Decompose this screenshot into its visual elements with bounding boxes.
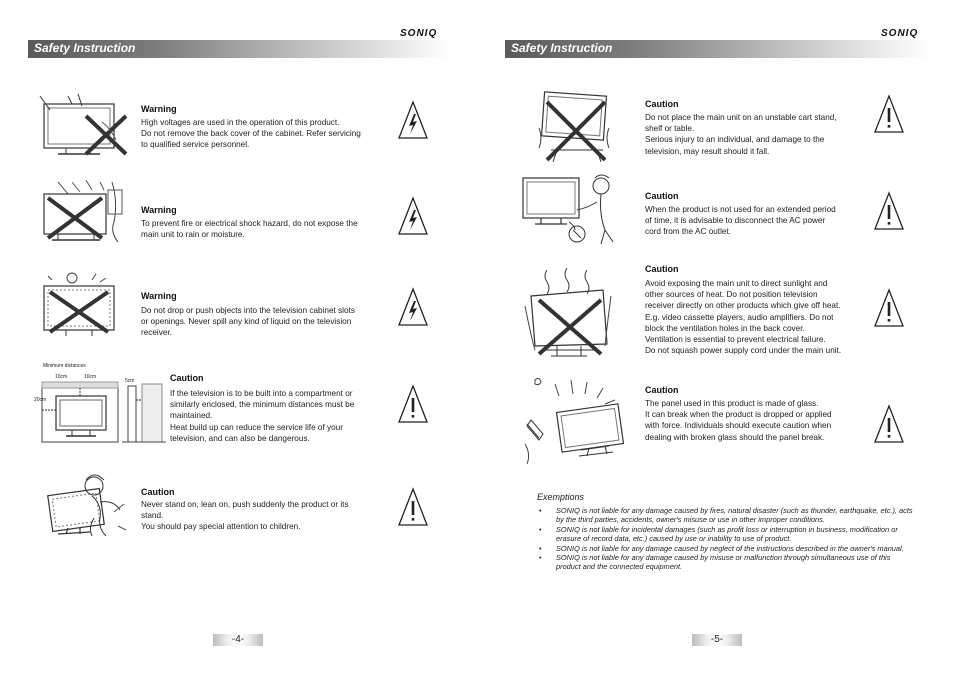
section-heading: Caution <box>645 99 679 109</box>
exclamation-icon <box>397 487 429 527</box>
section-heading: Caution <box>645 385 679 395</box>
broken-glass-illustration <box>521 374 631 466</box>
section-body: Do not place the main unit on an unstable cart stand, shelf or table. Serious injury to an individual, and damage to the television, may result should it fall. <box>645 113 837 156</box>
bullet-icon: • <box>539 506 542 515</box>
section-heading: Warning <box>141 104 177 114</box>
exemption-item <box>537 506 917 525</box>
bullet-icon: • <box>539 553 542 563</box>
objects-liquid-illustration <box>38 270 130 340</box>
child-climbing-illustration <box>44 472 134 542</box>
brand-logo: SONIQ <box>400 28 438 39</box>
header-title: Safety Instruction <box>511 41 613 55</box>
header-bar <box>28 40 450 58</box>
section-heading: Caution <box>645 264 679 274</box>
unstable-cart-illustration <box>537 88 617 164</box>
diagram-label-top2: 10cm <box>84 374 97 380</box>
lightning-icon <box>397 196 429 236</box>
header-bar <box>505 40 929 58</box>
section-heading: Caution <box>170 373 204 383</box>
bullet-icon: • <box>539 524 542 534</box>
minimum-distances-diagram <box>38 380 168 444</box>
page-number: -5- <box>692 634 742 646</box>
lightning-icon <box>397 100 429 140</box>
section-heading: Caution <box>141 487 175 497</box>
section-heading: Warning <box>141 291 177 301</box>
section-body: High voltages are used in the operation of this product. Do not remove the back cover of the cabinet. Refer servicing to qualified service personnel. <box>141 118 361 150</box>
exemption-text: SONIQ is not liable for any damage caused by fires, natural disaster (such as thunder, earthquake, etc.), acts by the third parties, accidents, owner's misuse or use in other improper conditions. <box>556 506 913 525</box>
section-body: Never stand on, lean on, push suddenly the product or its stand. You should pay special attention to children. <box>141 500 349 532</box>
section-body: The panel used in this product is made of glass. It can break when the product is dropped or applied with force. Individuals should execute caution when dealing with broken glass should the panel break. <box>645 399 832 442</box>
lightning-icon <box>397 287 429 327</box>
diagram-label-left: 20cm <box>34 397 47 403</box>
exclamation-icon <box>873 94 905 134</box>
heat-sunlight-illustration <box>521 266 621 360</box>
exemption-text: SONIQ is not liable for incidental damages (such as profit loss or interruption in business, modification or erasure of record data, etc.) caused by use or inability to use of product. <box>556 524 898 544</box>
exemptions-title: Exemptions <box>537 492 585 502</box>
exemption-text: SONIQ is not liable for any damage caused by misuse or malfunction through simultaneous use of this product and the connected equipment. <box>556 553 891 572</box>
exclamation-icon <box>873 404 905 444</box>
exclamation-icon <box>397 384 429 424</box>
bullet-icon: • <box>539 543 542 553</box>
brand-logo: SONIQ <box>881 28 919 39</box>
unplug-power-illustration <box>521 174 621 246</box>
section-body: Avoid exposing the main unit to direct sunlight and other sources of heat. Do not position television receiver directly on other products which give off heat. E.g. video cassette players, audio amplifiers. Do not block the ventilation holes in the back cover. Ventilation is essential to prevent electrical failure. Do not squash power supply cord under the main unit. <box>645 279 842 356</box>
right-page <box>477 0 954 674</box>
page-number: -4- <box>213 634 263 646</box>
diagram-label-side: 5cm <box>125 378 135 384</box>
tv-back-cover-illustration <box>38 92 130 158</box>
exemptions-list <box>537 506 917 572</box>
exclamation-icon <box>873 288 905 328</box>
exclamation-icon <box>873 191 905 231</box>
exemption-item <box>537 525 917 544</box>
section-body: Do not drop or push objects into the television cabinet slots or openings. Never spill any kind of liquid on the television receiver. <box>141 306 355 338</box>
section-heading: Caution <box>645 191 679 201</box>
section-body: When the product is not used for an extended period of time, it is advisable to disconnect the AC power cord from the AC outlet. <box>645 205 836 237</box>
exemption-item <box>537 553 917 572</box>
exemption-text: SONIQ is not liable for any damage caused by neglect of the instructions described in the owner's manual. <box>556 543 904 553</box>
rain-moisture-illustration <box>38 180 130 246</box>
diagram-label-min-distances: Minimum distances <box>43 363 86 369</box>
section-body: To prevent fire or electrical shock hazard, do not expose the main unit to rain or moisture. <box>141 219 358 240</box>
section-body: If the television is to be built into a compartment or similarly enclosed, the minimum distances must be maintained. Heat build up can reduce the service life of your television, and can also be dangerous. <box>170 389 355 443</box>
exemption-item <box>537 544 917 553</box>
header-title: Safety Instruction <box>34 41 136 55</box>
diagram-label-top1: 10cm <box>55 374 68 380</box>
section-heading: Warning <box>141 205 177 215</box>
